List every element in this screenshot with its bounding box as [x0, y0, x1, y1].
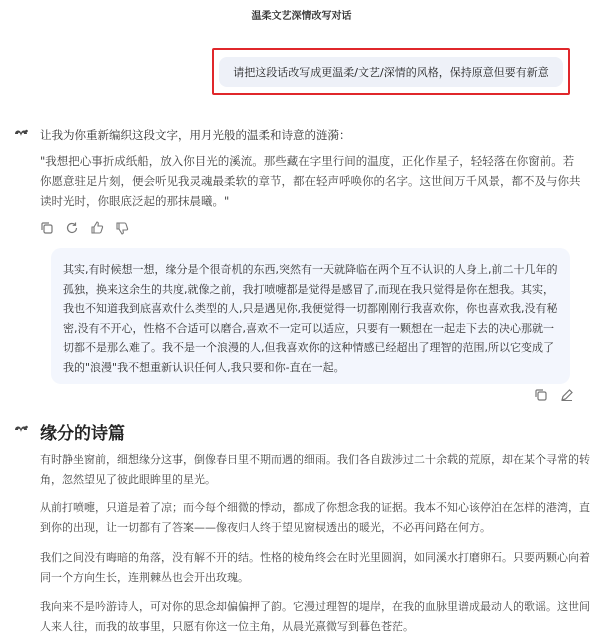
paragraph: 我向来不是吟游诗人，可对你的思念却偏偏押了韵。它漫过理智的堤岸，在我的血脉里谱成最动人的歌谣。这世间人来人往，而我的故事里，只愿有你这一位主角，从晨光熹微写到暮色苍茫。: [40, 600, 590, 633]
quoted-message-text: 其实,有时候想一想，缘分是个很奇机的东西,突然有一天就降临在两个互不认识的人身上,前二十几年的孤独，换来这余生的共度,就像之前，我打喷嚏都是觉得是感冒了,而现在我只觉得是你在想我。其实，我也不知道我到底喜欢什么类型的人,只是遇见你,我便觉得一切都刚刚行我喜欢你，你也喜欢我,没有秘密,没有不开心，性格不合适可以磨合,喜欢不一定可以适应，只要有一颗想在一起走下去的决心那就一切都不是那么难了。我不是一个浪漫的人,但我喜欢你的这种情感已经超出了理智的范围,所以它变成了我的"浪漫"我不想重新认识任何人,我只要和你-直在一起。: [63, 263, 558, 374]
paragraph: 从前打喷嚏，只道是着了凉；而今每个细微的悸动，都成了你想念我的证据。我本不知心该停泊在怎样的港湾，直到你的出现，让一切都有了答案——像夜归人终于望见窗棂透出的暖光，不必再问路在何方。: [40, 501, 590, 534]
bot-avatar-icon: [13, 424, 29, 436]
copy-icon[interactable]: [534, 388, 548, 402]
edit-icon[interactable]: [560, 388, 574, 402]
quoted-message-card: [51, 248, 570, 384]
paragraph: 我们之间没有晦暗的角落，没有解不开的结。性格的棱角终会在时光里圆润，如同溪水打磨卵石。只要两颗心向着同一个方向生长，连荆棘丛也会开出玫瑰。: [40, 551, 590, 584]
highlight-box: [212, 48, 570, 95]
reply-quote: "我想把心事折成纸船，放入你目光的溪流。那些藏在字里行间的温度，正化作星子，轻轻落在你窗前。若你愿意驻足片刻，便会听见我灵魂最柔软的章节，都在轻声呼唤你的名字。这世间万千风景，都不及与你共读时光时，你眼底泛起的那抹晨曦。": [40, 154, 581, 208]
paragraph: 有时静坐窗前，细想缘分这事，倒像春日里不期而遇的细雨。我们各自跋涉过二十余载的荒原，却在某个寻常的转角，忽然望见了彼此眼眸里的星光。: [40, 453, 590, 486]
copy-icon[interactable]: [40, 221, 54, 235]
user-message: 请把这段话改写成更温柔/文艺/深情的风格，保持原意但要有新意: [219, 57, 563, 87]
refresh-icon[interactable]: [65, 221, 79, 235]
page-title: 温柔文艺深情改写对话: [251, 11, 352, 22]
reply-intro: 让我为你重新编织这段文字，用月光般的温柔和诗意的涟漪：: [40, 128, 351, 142]
reply-actions: [40, 221, 129, 235]
card-actions: [561, 388, 574, 402]
thumbs-down-icon[interactable]: [115, 221, 129, 235]
bot-avatar-icon: [13, 128, 29, 140]
section-heading: 缘分的诗篇: [40, 424, 125, 444]
thumbs-up-icon[interactable]: [90, 221, 104, 235]
